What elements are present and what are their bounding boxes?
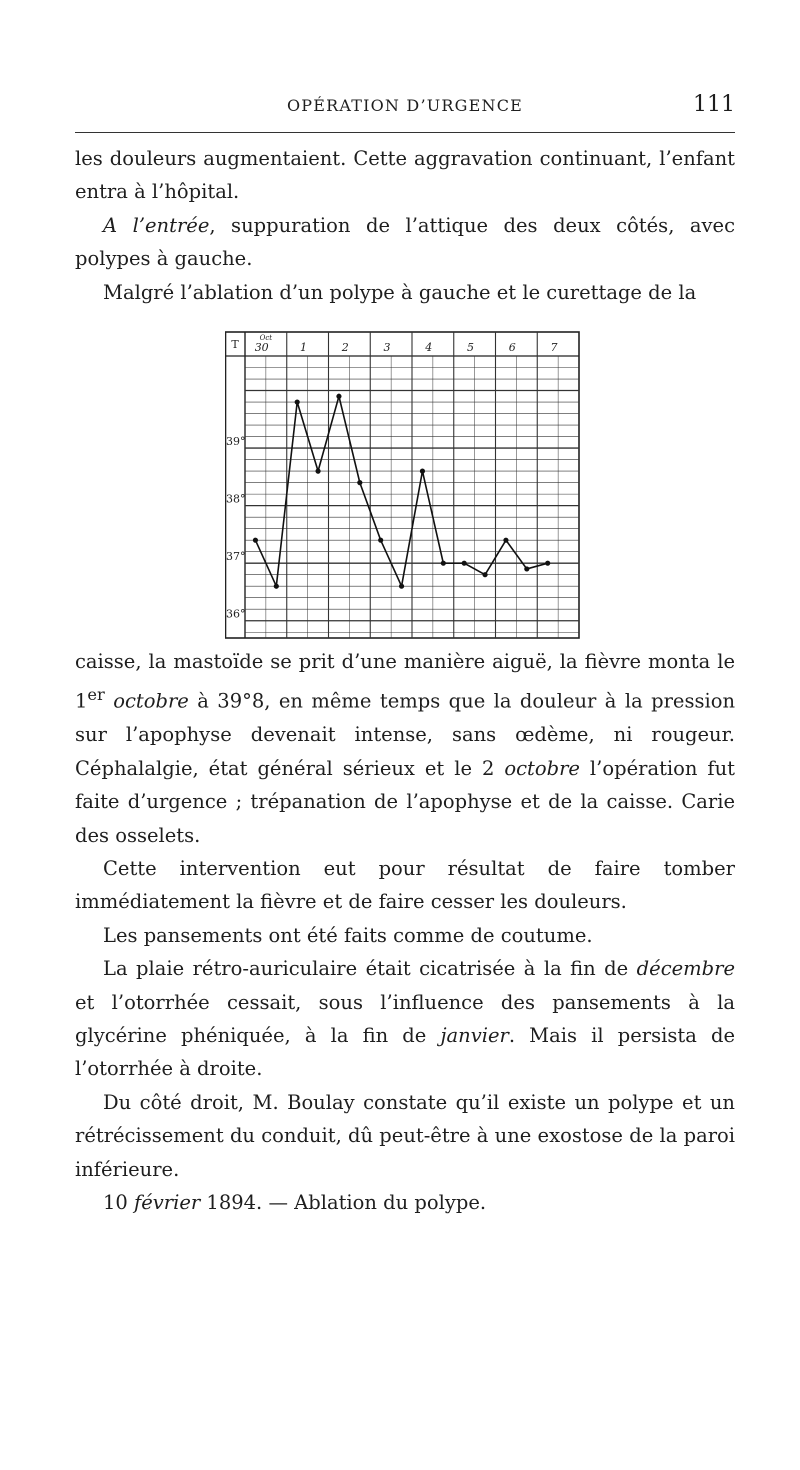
paragraph-5: Cette intervention eut pour résultat de faire tomber immédiatement la fièvre et de faire cesser les douleurs. (75, 856, 735, 914)
temperature-point (295, 399, 300, 404)
y-tick-label: 39° (226, 435, 246, 449)
x-tick-label: 7 (550, 341, 558, 354)
x-month-label: Oct (259, 334, 273, 342)
header-rule (75, 132, 735, 133)
paragraph-8: Du côté droit, M. Boulay constate qu’il existe un polype et un rétrécissement du conduit, dû peut-être à une exostose de la paroi inférieure. (75, 1090, 735, 1181)
temperature-point (357, 480, 362, 485)
p7-italic-decembre: décembre (636, 957, 735, 981)
temperature-point (441, 561, 446, 566)
temperature-chart (225, 330, 580, 640)
p7-text-a: La plaie rétro-auriculaire était cicatrisée à la fin de (103, 957, 637, 981)
paragraph-3: Malgré l’ablation d’un polype à gauche et le curettage de la (103, 280, 697, 304)
temperature-point (378, 538, 383, 543)
temperature-point (503, 538, 508, 543)
temperature-point (462, 561, 467, 566)
running-head (75, 92, 735, 120)
p4-text-b: à 39°8, en même temps que la douleur à la pression sur l’apophyse devenait intense, sans œdème, ni rougeur. Céphalalgie, état général sérieux et le 2 (75, 689, 736, 780)
y-axis-label: T (231, 338, 239, 351)
y-tick-label: 36° (226, 607, 246, 621)
temperature-point (274, 584, 279, 589)
paragraph-1: les douleurs augmentaient. Cette aggravation continuant, l’enfant entra à l’hôpital. (75, 147, 735, 204)
temperature-point (399, 584, 404, 589)
paragraph-4 (75, 645, 735, 852)
temperature-point (524, 566, 529, 571)
p7-italic-janvier: janvier (440, 1023, 509, 1047)
temperature-point (253, 538, 258, 543)
paragraph-2-text: , suppuration de l’attique des deux côtés, avec polypes à gauche. (75, 213, 735, 271)
x-tick-label: 6 (508, 341, 516, 354)
page-number: 111 (693, 92, 735, 117)
x-tick-label: 30 (254, 341, 269, 354)
x-tick-label: 3 (383, 341, 391, 354)
chart-frame (226, 332, 580, 638)
x-tick-label: 1 (299, 341, 307, 354)
y-tick-label: 38° (226, 492, 246, 506)
temperature-point (420, 469, 425, 474)
paragraph-9 (75, 1186, 735, 1219)
p9-text-a: 10 (103, 1191, 135, 1214)
paragraph-7 (75, 952, 735, 1086)
p4-text-a: caisse, la mastoïde se prit d’une manière aiguë, la fièvre monta le 1 (75, 650, 735, 713)
temperature-point (315, 469, 320, 474)
temperature-point (482, 572, 487, 577)
p7-text-b: et l’otorrhée cessait, sous l’influence des pansements à la glycérine phéniquée, à la fin de (75, 990, 735, 1047)
x-tick-label: 2 (341, 341, 349, 354)
running-title: OPÉRATION D’URGENCE (286, 96, 524, 115)
y-tick-label: 37° (226, 550, 246, 564)
paragraph-2 (75, 209, 735, 276)
x-tick-label: 4 (425, 341, 433, 354)
p4-sup: er (87, 685, 105, 705)
p7-text-c: . Mais il persista de l’otorrhée à droite. (75, 1023, 735, 1081)
text-top (75, 142, 735, 309)
temperature-chart-svg (225, 330, 580, 640)
p4-italic-octobre-2: octobre (494, 756, 580, 780)
p9-italic-fevrier: février (134, 1191, 201, 1214)
paragraph-6: Les pansements ont été faits comme de coutume. (103, 923, 593, 947)
temperature-point (336, 394, 341, 399)
text-bottom (75, 645, 735, 1219)
p9-text-b: 1894. — Ablation du polype. (200, 1191, 487, 1214)
italic-entree: A l’entrée (103, 213, 210, 237)
p4-text-c: l’opération fut faite d’urgence ; trépanation de l’apophyse et de la caisse. Carie des osselets. (75, 756, 736, 847)
p4-italic-octobre: octobre (104, 689, 189, 713)
x-tick-label: 5 (466, 341, 474, 354)
temperature-point (545, 561, 550, 566)
